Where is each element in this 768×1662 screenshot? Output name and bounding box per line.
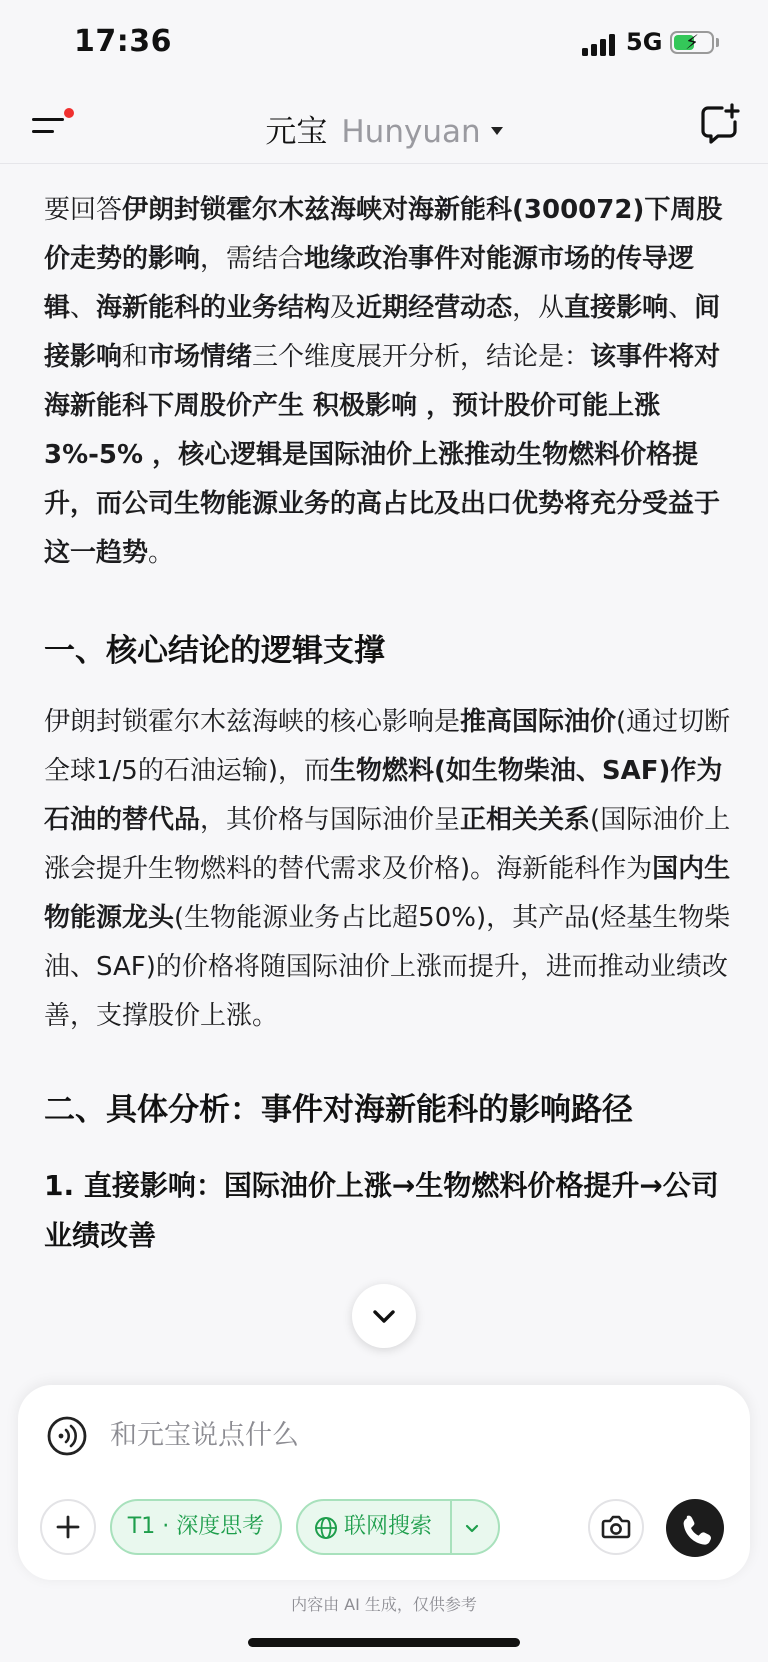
text-run: (生物能源业务占比超50%)，其产品(烃基生物柴油、SAF)的价格将随国际油价上涨而提升，进而推动业绩改善，支撑股价上涨。 (44, 903, 731, 1031)
plus-icon (42, 1501, 94, 1553)
bold-text: 地缘政治事件对能源市场的传导逻辑 (44, 244, 695, 323)
network-type: 5G (626, 28, 663, 56)
web-search-toggle[interactable] (296, 1499, 500, 1555)
voice-call-button[interactable] (666, 1499, 724, 1557)
voice-input-button[interactable] (46, 1415, 88, 1457)
battery-cap (716, 38, 719, 47)
battery-icon: ⚡ (670, 31, 714, 54)
home-indicator (248, 1638, 520, 1647)
bold-text: 间接影响 (44, 293, 721, 372)
text-run: 、 (70, 293, 97, 323)
text-run: (通过切断全球1/5的石油运输)，而 (44, 707, 731, 786)
message-input[interactable] (110, 1411, 670, 1459)
bold-text: 伊朗封锁霍尔木兹海峡对海新能科(300072)下周股价走势的影响 (44, 195, 723, 274)
bold-text: 生物燃料(如生物柴油、SAF)作为石油的替代品 (44, 756, 723, 835)
text-run: ，需结合 (200, 244, 305, 274)
section-heading: 一、核心结论的逻辑支撑 (44, 633, 385, 669)
bold-text: 直接影响 (564, 293, 669, 323)
add-attachment-button[interactable] (40, 1499, 96, 1555)
web-search-label: 联网搜索 (344, 1514, 433, 1539)
camera-button[interactable] (588, 1499, 644, 1555)
nav-bar (0, 86, 768, 164)
composer (18, 1385, 750, 1580)
app-title: 元宝 (265, 114, 328, 150)
chat-answer (44, 186, 734, 1261)
section-paragraph (44, 698, 734, 1041)
voice-icon (46, 1415, 88, 1457)
phone-icon (666, 1499, 724, 1557)
divider (450, 1501, 452, 1553)
text-run: 及 (330, 293, 357, 323)
bold-text: 正相关关系 (460, 805, 591, 835)
bold-text: 市场情绪 (148, 342, 253, 372)
bold-text: 该事件将对海新能科下周股价产生 积极影响 ，预计股价可能上涨3%-5% ，核心逻辑是国际油价上涨推动生物燃料价格提升，而公司生物能源业务的高占比及出口优势将充分受益于这一趋势 (44, 342, 721, 568)
text-run: 和 (122, 342, 149, 372)
bold-text: 推高国际油价 (460, 707, 617, 737)
status-bar (0, 0, 768, 86)
model-name: Hunyuan (341, 114, 481, 150)
intro-paragraph (44, 186, 734, 578)
deep-think-toggle[interactable]: T1 · 深度思考 (110, 1499, 282, 1555)
model-selector[interactable] (0, 106, 768, 151)
text-run: 伊朗封锁霍尔木兹海峡的核心影响是 (44, 707, 461, 737)
bold-text: 国内生物能源龙头 (44, 854, 731, 933)
text-run: 。 (148, 538, 175, 568)
bold-text: 海新能科的业务结构 (96, 293, 331, 323)
ai-disclaimer: 内容由 AI 生成，仅供参考 (291, 1595, 477, 1614)
subsection-heading: 1. 直接影响：国际油价上涨→生物燃料价格提升→公司业绩改善 (44, 1169, 719, 1252)
chevron-down-icon (352, 1284, 416, 1348)
text-run: ，其价格与国际油价呈 (200, 805, 461, 835)
new-chat-icon (698, 102, 742, 146)
caret-down-icon (491, 127, 503, 135)
signal-icon (582, 34, 618, 56)
search-options-chevron-icon[interactable] (462, 1518, 482, 1538)
new-chat-button[interactable] (698, 102, 742, 146)
text-run: ，从 (512, 293, 565, 323)
section-heading: 二、具体分析：事件对海新能科的影响路径 (44, 1092, 633, 1128)
bold-text: 近期经营动态 (356, 293, 513, 323)
globe-icon (314, 1516, 338, 1540)
text-run: 要回答 (44, 195, 123, 225)
text-run: 三个维度展开分析，结论是： (252, 342, 591, 372)
text-run: 、 (668, 293, 695, 323)
status-time: 17:36 (74, 24, 172, 59)
camera-icon (590, 1501, 642, 1553)
text-run: (国际油价上涨会提升生物燃料的替代需求及价格)。海新能科作为 (44, 805, 731, 884)
scroll-down-button[interactable] (352, 1284, 416, 1348)
